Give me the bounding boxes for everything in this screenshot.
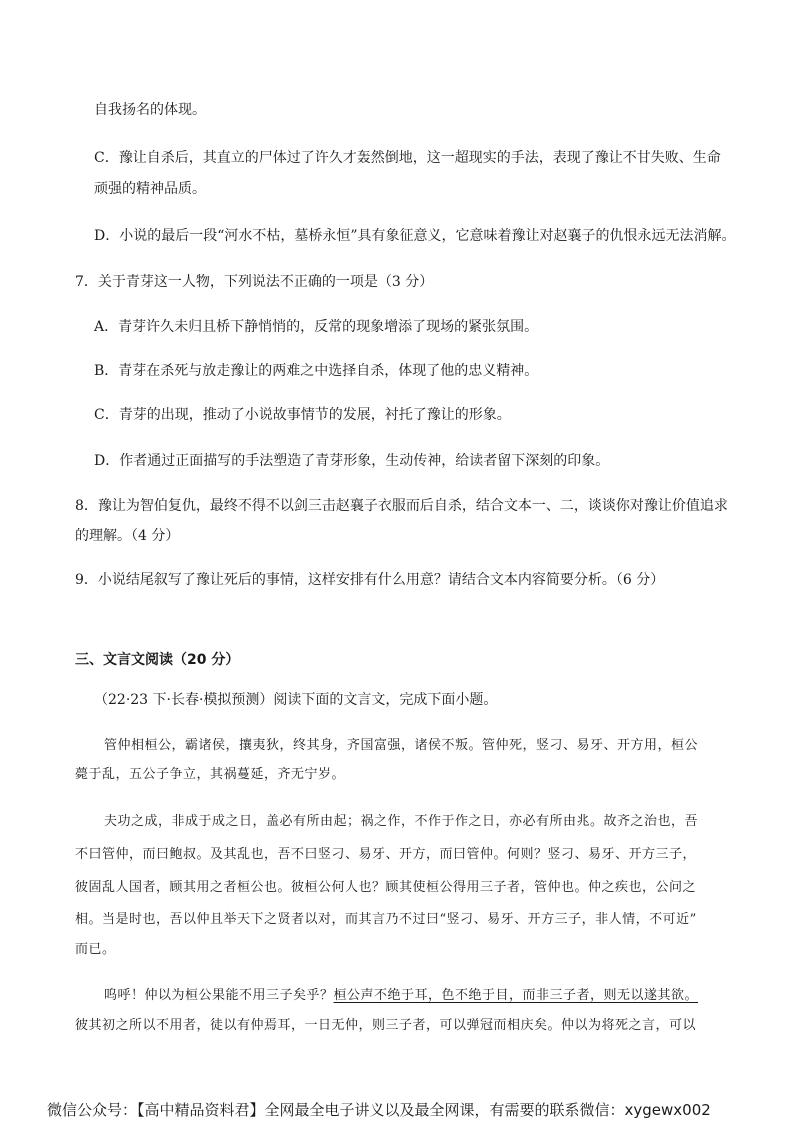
q7-option-d: D．作者通过正面描写的手法塑造了青芽形象，生动传神，给读者留下深刻的印象。 [94, 453, 610, 469]
passage-p3-underlined-sentence: 桓公声不绝于耳，色不绝于目，而非三子者，则无以遂其欲。 [333, 988, 699, 1003]
q6-option-d: D．小说的最后一段“河水不枯，墓桥永恒”具有象征意义，它意味着豫让对赵襄子的仇恨永远无法消解。 [94, 228, 736, 244]
q7-stem: 7．关于青芽这一人物，下列说法不正确的一项是（3 分） [75, 274, 434, 290]
footer-watermark: 微信公众号：【高中精品资料君】全网最全电子讲义以及最全网课，有需要的联系微信：xygewx002 [47, 1101, 711, 1119]
q7-option-a: A．青芽许久未归且桥下静悄悄的，反常的现象增添了现场的紧张氛围。 [94, 319, 539, 335]
passage-p1-line1: 管仲相桓公，霸诸侯，攘夷狄，终其身，齐国富强，诸侯不叛。管仲死，竖刁、易牙、开方用，桓公 [104, 738, 699, 753]
q8-line2: 的理解。（4 分） [75, 528, 180, 544]
passage-p2-line2: 不曰管仲，而曰鲍叔。及其乱也，吾不曰竖刁、易牙、开方，而曰管仲。何则？竖刁、易牙、开方三子， [75, 847, 697, 862]
section3-heading: 三、文言文阅读（20 分） [75, 652, 240, 668]
q6-option-b-tail: 自我扬名的体现。 [94, 102, 206, 118]
passage-p2-line1: 夫功之成，非成于成之日，盖必有所由起；祸之作，不作于作之日，亦必有所由兆。故齐之治也，吾 [104, 814, 699, 829]
passage-p2-line5: 而已。 [75, 942, 116, 957]
passage-p3-line1 [104, 986, 698, 1006]
section3-intro: （22·23 下·长春·模拟预测）阅读下面的文言文，完成下面小题。 [94, 692, 498, 708]
q7-option-b: B．青芽在杀死与放走豫让的两难之中选择自杀，体现了他的忠义精神。 [94, 363, 539, 379]
q6-option-c-line2: 顽强的精神品质。 [94, 181, 206, 197]
passage-p2-line3: 彼固乱人国者，顾其用之者桓公也。彼桓公何人也？顾其使桓公得用三子者，管仲也。仲之疾也，公问之 [75, 880, 697, 895]
passage-p1-line2: 薨于乱，五公子争立，其祸蔓延，齐无宁岁。 [75, 767, 346, 782]
passage-p2-line4: 相。当是时也，吾以仲且举天下之贤者以对，而其言乃不过曰“竖刁、易牙、开方三子，非人情，不可近” [75, 912, 697, 927]
q6-option-c-line1: C．豫让自杀后，其直立的尸体过了许久才轰然倒地，这一超现实的手法，表现了豫让不甘失败、生命 [94, 150, 721, 166]
q8-line1: 8．豫让为智伯复仇，最终不得不以剑三击赵襄子衣服而后自杀，结合文本一、二，谈谈你对豫让价值追求 [75, 498, 728, 514]
q7-option-c: C．青芽的出现，推动了小说故事情节的发展，衬托了豫让的形象。 [94, 407, 511, 423]
q9: 9．小说结尾叙写了豫让死后的事情，这样安排有什么用意？请结合文本内容简要分析。（6 分） [75, 572, 665, 588]
passage-p3-line2: 彼其初之所以不用者，徒以有仲焉耳，一日无仲，则三子者，可以弹冠而相庆矣。仲以为将死之言，可以 [75, 1018, 697, 1033]
passage-p3-plain: 呜呼！仲以为桓公果能不用三子矣乎？ [104, 988, 334, 1003]
